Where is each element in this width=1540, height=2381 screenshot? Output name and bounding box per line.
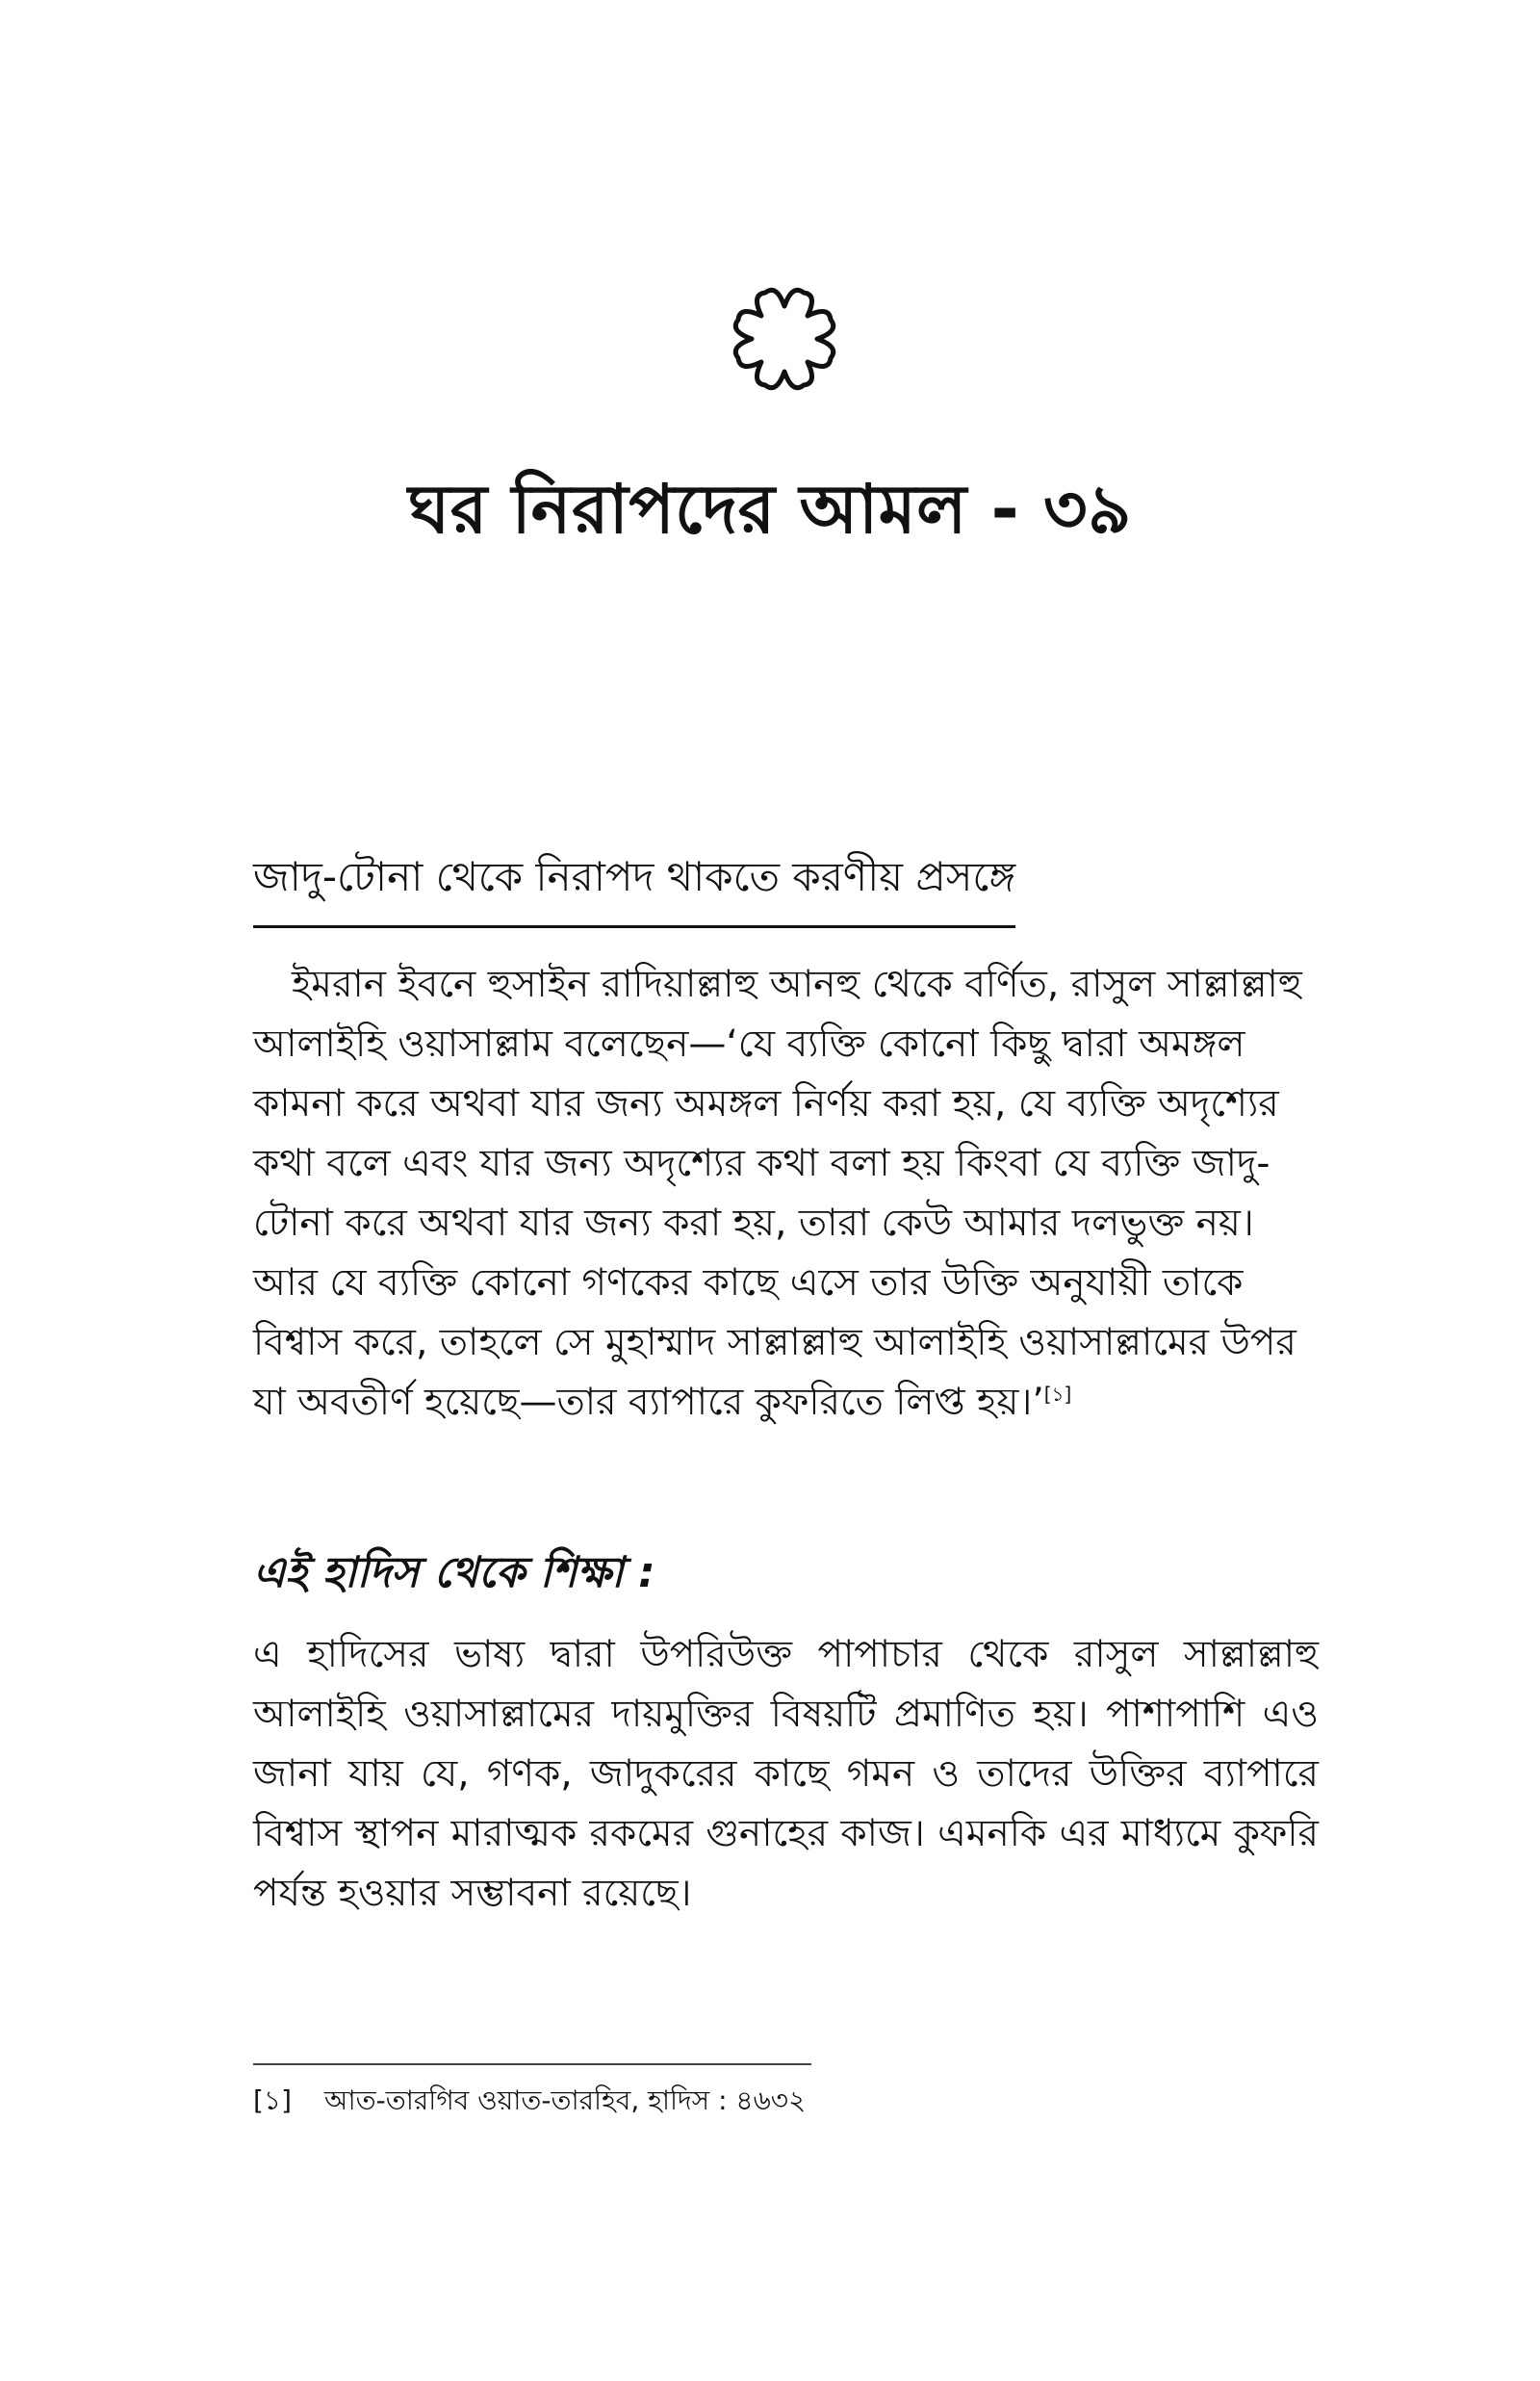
lesson-paragraph: এ হাদিসের ভাষ্য দ্বারা উপরিউক্ত পাপাচার থেকে রাসুল সাল্লাল্লাহু আলাইহি ওয়াসাল্লামের দায়মুক্তির বিষয়টি প্রমাণিত হয়। পাশাপাশি এও জানা যায় যে, গণক, জাদুকরের কাছে গমন ও তাদের উক্তির ব্যাপারে বিশ্বাস স্থাপন মারাত্মক রকমের গুনাহের কাজ। এমনকি এর মাধ্যমে কুফরি পর্যন্ত হওয়ার সম্ভাবনা রয়েছে। bbox=[253, 1633, 1319, 1915]
footnote bbox=[253, 2080, 806, 2125]
hadith-paragraph bbox=[253, 955, 1319, 1433]
eight-petal-flower-icon bbox=[727, 281, 842, 397]
hadith-text: ইমরান ইবনে হুসাইন রাদিয়াল্লাহু আনহু থেকে বর্ণিত, রাসুল সাল্লাল্লাহু আলাইহি ওয়াসাল্লাম বলেছেন—‘যে ব্যক্তি কোনো কিছু দ্বারা অমঙ্গল কামনা করে অথবা যার জন্য অমঙ্গল নির্ণয় করা হয়, যে ব্যক্তি অদৃশ্যের কথা বলে এবং যার জন্য অদৃশ্যের কথা বলা হয় কিংবা যে ব্যক্তি জাদু-টোনা করে অথবা যার জন্য করা হয়, তারা কেউ আমার দলভুক্ত নয়। আর যে ব্যক্তি কোনো গণকের কাছে এসে তার উক্তি অনুযায়ী তাকে বিশ্বাস করে, তাহলে সে মুহাম্মাদ সাল্লাল্লাহু আলাইহি ওয়াসাল্লামের উপর যা অবতীর্ণ হয়েছে—তার ব্যাপারে কুফরিতে লিপ্ত হয়।’ bbox=[253, 963, 1302, 1424]
chapter-title: ঘর নিরাপদের আমল - ৩৯ bbox=[408, 470, 1132, 549]
footnote-divider bbox=[253, 2063, 811, 2065]
footnote-mark: [১] bbox=[253, 2084, 293, 2116]
footnote-reference[interactable]: [১] bbox=[1043, 1383, 1072, 1406]
lesson-heading: এই হাদিস থেকে শিক্ষা : bbox=[253, 1548, 655, 1597]
section-heading: জাদু-টোনা থেকে নিরাপদ থাকতে করণীয় প্রসঙ্গে bbox=[253, 845, 1015, 928]
footnote-text: আত-তারগিব ওয়াত-তারহিব, হাদিস : ৪৬৩২ bbox=[324, 2084, 807, 2116]
